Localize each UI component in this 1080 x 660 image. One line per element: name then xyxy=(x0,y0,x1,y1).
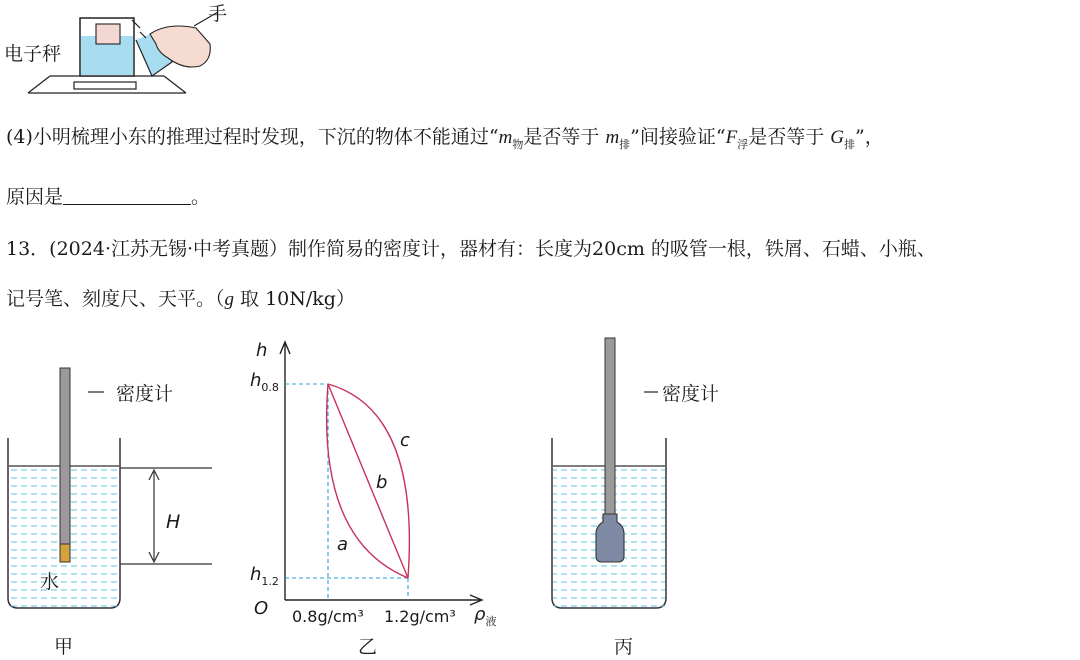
meter-label-jia: 密度计 xyxy=(116,383,174,405)
water-label: 水 xyxy=(40,571,60,593)
scale-label: 电子秤 xyxy=(4,43,62,65)
caption-yi: 乙 xyxy=(358,636,378,658)
curve-c-label: c xyxy=(400,430,410,451)
y-axis-label: h xyxy=(256,340,268,361)
caption-jia: 甲 xyxy=(54,636,74,658)
top-figure xyxy=(0,0,240,100)
curve-a-label: a xyxy=(337,534,349,555)
q4-line2: 原因是 。 xyxy=(6,186,211,208)
guide-lines xyxy=(285,384,408,600)
q13-line2: 记号笔、刻度尺、天平。（g 取 10N/kg） xyxy=(6,288,355,310)
density-meter-jia xyxy=(60,368,70,560)
figure-yi xyxy=(240,330,530,630)
q13-line1: 13．(2024·江苏无锡·中考真题）制作简易的密度计，器材有：长度为20cm 的吸管一根，铁屑、石蜡、小瓶、 xyxy=(6,238,936,260)
density-meter-bing xyxy=(605,338,615,518)
h12-label: $h_{1.2}$ xyxy=(250,564,279,588)
x-tick-12: 1.2g/cm³ xyxy=(384,607,456,626)
iron-filings xyxy=(60,544,70,562)
h08-label: $h_{0.8}$ xyxy=(250,370,279,394)
scale-display xyxy=(74,82,136,89)
origin-label: O xyxy=(254,598,269,619)
q4-line1: (4)小明梳理小东的推理过程时发现，下沉的物体不能通过“$m_物$是否等于 $m_排$”间接验证“$F_浮$是否等于 $G_排$”， xyxy=(6,126,884,151)
figure-bing xyxy=(540,330,760,620)
x-tick-08: 0.8g/cm³ xyxy=(292,607,364,626)
figure-jia xyxy=(0,330,240,620)
hand-label: 手 xyxy=(208,3,228,25)
block xyxy=(96,24,120,44)
H-label: H xyxy=(166,511,181,533)
caption-bing: 丙 xyxy=(614,636,634,658)
curve-b-label: b xyxy=(376,472,388,493)
answer-blank[interactable] xyxy=(63,186,191,205)
x-axis-label: $\rho_液$ xyxy=(474,604,497,628)
meter-label-bing: 密度计 xyxy=(662,383,720,405)
